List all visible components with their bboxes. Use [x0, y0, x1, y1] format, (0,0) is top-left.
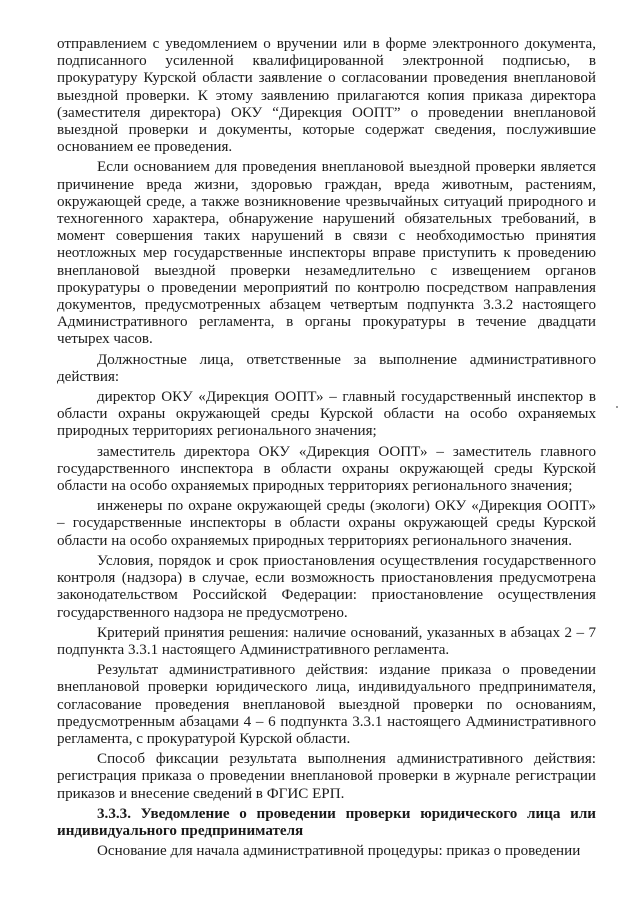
paragraph-suspension-conditions: Условия, порядок и срок приостановления осуществления государственного контроля (надзора) в случае, если возможность приостановления предусмотрена законодательством Российской Федерации: приостановление осуществления государственного надзора не предусмотрено.: [57, 552, 596, 621]
paragraph-recording-method: Способ фиксации результата выполнения административного действия: регистрация приказа о проведении внеплановой проверки в журнале регистрации приказов и внесение сведений в ФГИС ЕРП.: [57, 751, 596, 802]
paragraph-continuation: отправлением с уведомлением о вручении или в форме электронного документа, подписанного усиленной квалифицированной электронной подписью, в прокуратуру Курской области заявление о согласовании проведения внеплановой выездной проверки. К этому заявлению прилагаются копия приказа директора (заместителя директора) ОКУ “Дирекция ООПТ” о проведении внеплановой выездной проверки и документы, которые содержат сведения, послужившие основанием ее проведения.: [57, 36, 596, 156]
section-heading-3-3-3: 3.3.3. Уведомление о проведении проверки юридического лица или индивидуального предпринимателя: [57, 805, 596, 839]
paragraph-responsible-officials: Должностные лица, ответственные за выполнение административного действия:: [57, 351, 596, 385]
paragraph-deputy-director: заместитель директора ОКУ «Дирекция ООПТ» – заместитель главного государственного инспектора в области охраны окружающей среды Курской области на особо охраняемых природных территориях регионального значения;: [57, 443, 596, 495]
paragraph-action-result: Результат административного действия: издание приказа о проведении внеплановой проверки юридического лица, индивидуального предпринимателя, согласование проведения внеплановой выездной проверки по основаниям, предусмотренным абзацами 4 – 6 подпункта 3.3.1 настоящего Административного регламента, с прокуратурой Курской области.: [57, 662, 596, 747]
paragraph-unscheduled-inspection-basis: Если основанием для проведения внеплановой выездной проверки является причинение вреда жизни, здоровью граждан, вреда животным, растениям, окружающей среде, а также возникновение чрезвычайных ситуаций природного и техногенного характера, обнаружение нарушений обязательных требований, в момент совершения таких нарушений в связи с необходимостью принятия неотложных мер государственные инспекторы вправе приступить к проведению внеплановой выездной проверки незамедлительно с извещением органов прокуратуры о проведении мероприятий по контролю посредством направления документов, предусмотренных абзацем четвертым подпункта 3.3.2 настоящего Административного регламента, в органы прокуратуры в течение двадцати четырех часов.: [57, 159, 596, 348]
paragraph-engineers: инженеры по охране окружающей среды (экологи) ОКУ «Дирекция ООПТ» – государственные инспекторы в области охраны окружающей среды Курской области на особо охраняемых природных территориях регионального значения.: [57, 498, 596, 549]
paragraph-decision-criterion: Критерий принятия решения: наличие оснований, указанных в абзацах 2 – 7 подпункта 3.3.1 настоящего Административного регламента.: [57, 624, 596, 658]
paragraph-director: директор ОКУ «Дирекция ООПТ» – главный государственный инспектор в области охраны окружающей среды Курской области на особо охраняемых природных территориях регионального значения;: [57, 389, 596, 440]
scan-speck: [616, 406, 618, 408]
paragraph-procedure-basis: Основание для начала административной процедуры: приказ о проведении: [97, 843, 581, 860]
